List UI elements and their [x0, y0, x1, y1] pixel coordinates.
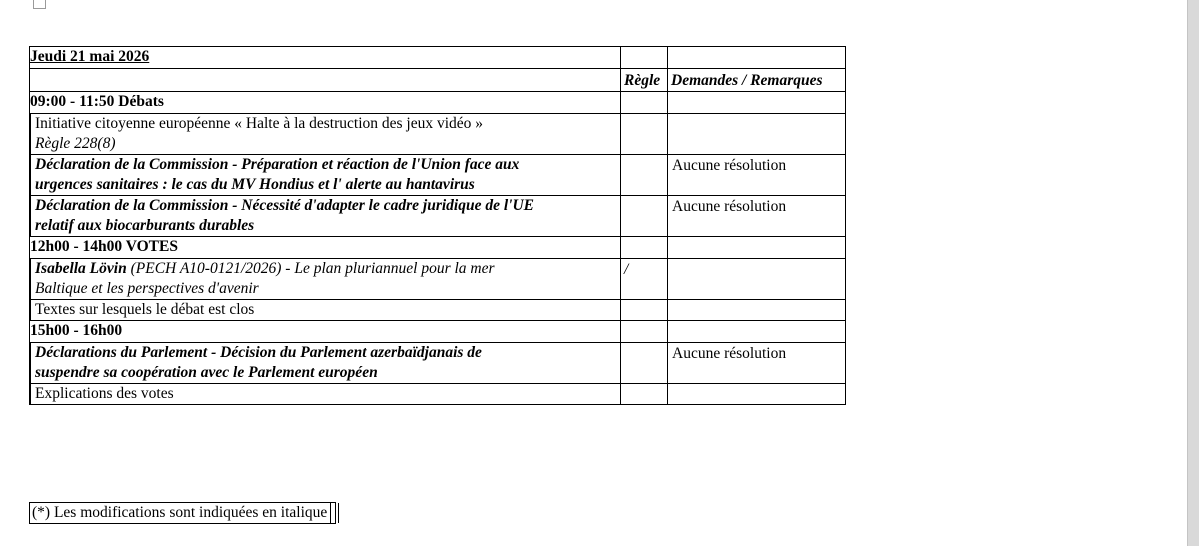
footnote-text: (*) Les modifications sont indiquées en italique — [32, 504, 328, 521]
empty-cell — [621, 237, 668, 259]
agenda-item-row — [30, 384, 846, 405]
empty-cell — [621, 321, 668, 343]
rule-cell — [621, 343, 668, 384]
agenda-item-cell — [30, 384, 621, 405]
session-row — [30, 321, 846, 343]
agenda-item-cell — [30, 300, 621, 321]
rule-text: / — [624, 261, 629, 278]
rule-cell — [621, 114, 668, 155]
agenda-item-cell — [30, 259, 621, 300]
remark-cell — [668, 343, 846, 384]
header-row — [30, 69, 846, 92]
agenda-item-row — [30, 343, 846, 384]
session-row — [30, 92, 846, 114]
rule-cell — [621, 155, 668, 196]
empty-cell — [668, 321, 846, 343]
date-row — [30, 47, 846, 69]
agenda-item-rule-reference: Règle 228(8) — [35, 135, 116, 152]
footnote-box — [29, 502, 336, 524]
remark-text: Aucune résolution — [672, 345, 787, 362]
agenda-item-cell — [30, 343, 621, 384]
agenda-table — [29, 46, 846, 405]
agenda-item-title-continued: relatif aux biocarburants durables — [35, 217, 255, 234]
agenda-item-title: Initiative citoyenne européenne « Halte à la destruction des jeux vidéo » — [35, 115, 484, 132]
remark-cell — [668, 196, 846, 237]
report-reference: (PECH A10-0121/2026) - Le plan pluriannuel pour la mer — [126, 260, 495, 277]
text-cursor-marker — [330, 503, 339, 523]
remark-cell — [668, 114, 846, 155]
remark-text: Aucune résolution — [672, 157, 787, 174]
agenda-item-title-continued: urgences sanitaires : le cas du MV Hondius et l' alerte au hantavirus — [35, 176, 475, 193]
agenda-item-title — [35, 259, 616, 279]
checkbox-icon[interactable] — [33, 0, 46, 9]
agenda-item-title: Textes sur lesquels le débat est clos — [35, 301, 255, 318]
column-header-remarks: Demandes / Remarques — [671, 72, 823, 89]
agenda-item-title: Déclaration de la Commission - Nécessité d'adapter le cadre juridique de l'UE — [35, 197, 534, 214]
vertical-scrollbar[interactable] — [1187, 0, 1199, 546]
agenda-item-title: Explications des votes — [35, 385, 174, 402]
agenda-item-row — [30, 196, 846, 237]
remark-cell — [668, 259, 846, 300]
empty-cell — [621, 92, 668, 114]
empty-cell — [668, 237, 846, 259]
rule-cell — [621, 259, 668, 300]
column-header-rule: Règle — [624, 72, 661, 89]
empty-cell — [621, 47, 668, 69]
empty-cell — [668, 47, 846, 69]
remark-cell — [668, 155, 846, 196]
session-time: 09:00 - 11:50 Débats — [30, 92, 621, 114]
agenda-item-row — [30, 259, 846, 300]
agenda-item-cell — [30, 114, 621, 155]
session-time: 15h00 - 16h00 — [30, 321, 621, 343]
agenda-item-row — [30, 114, 846, 155]
rule-cell — [621, 300, 668, 321]
empty-cell — [30, 69, 621, 92]
session-row — [30, 237, 846, 259]
agenda-item-title-continued: Baltique et les perspectives d'avenir — [35, 280, 259, 297]
remark-text: Aucune résolution — [672, 198, 787, 215]
agenda-item-row — [30, 300, 846, 321]
empty-cell — [668, 92, 846, 114]
rule-cell — [621, 196, 668, 237]
agenda-item-title: Déclarations du Parlement - Décision du Parlement azerbaïdjanais de — [35, 344, 482, 361]
date-cell — [30, 47, 621, 69]
session-time: 12h00 - 14h00 VOTES — [30, 237, 621, 259]
remark-cell — [668, 384, 846, 405]
agenda-item-title-continued: suspendre sa coopération avec le Parlement européen — [35, 364, 378, 381]
agenda-date: Jeudi 21 mai 2026 — [30, 48, 150, 65]
rapporteur-name: Isabella Lövin — [35, 260, 127, 277]
rule-cell — [621, 384, 668, 405]
header-rule-cell — [621, 69, 668, 92]
header-remarks-cell — [668, 69, 846, 92]
agenda-item-cell — [30, 155, 621, 196]
remark-cell — [668, 300, 846, 321]
agenda-item-row — [30, 155, 846, 196]
agenda-item-title: Déclaration de la Commission - Préparation et réaction de l'Union face aux — [35, 156, 520, 173]
agenda-item-cell — [30, 196, 621, 237]
